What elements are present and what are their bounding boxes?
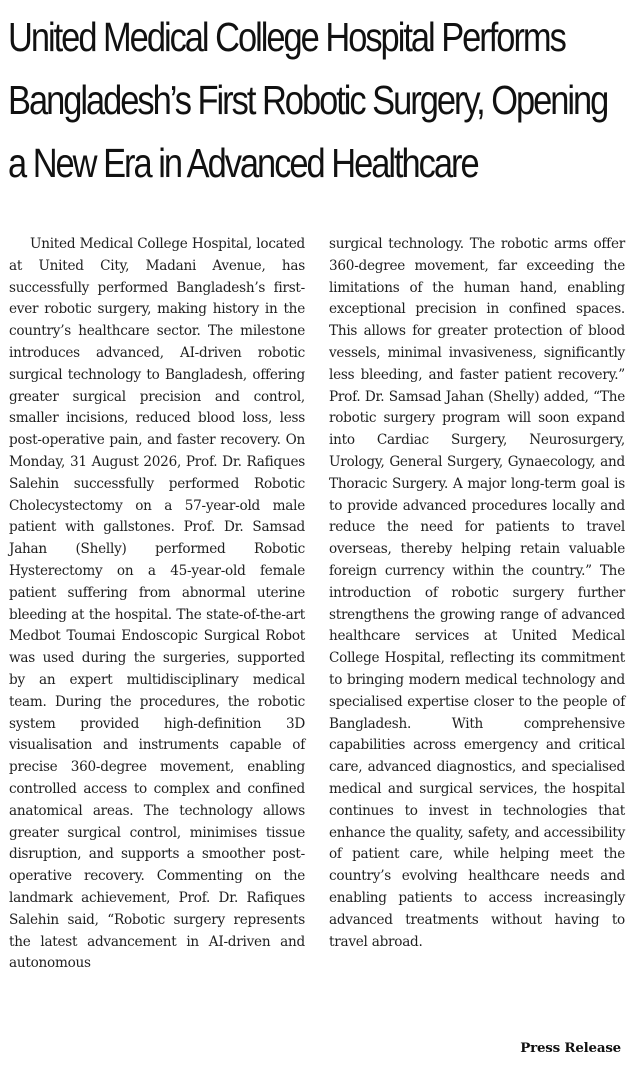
body-column-right xyxy=(329,234,625,975)
headline-line-2: Bangladesh’s First Robotic Surgery, Opening xyxy=(8,77,608,123)
headline-line-1: United Medical College Hospital Performs xyxy=(8,14,565,60)
article-headline xyxy=(8,6,608,195)
body-paragraph-left: United Medical College Hospital, located at United City, Madani Avenue, has successfully performed Bangladesh’s first-ever robotic surgery, making history in the country’s healthcare sector. The milestone introduces advanced, AI-driven robotic surgical technology to Bangladesh, offering greater surgical precision and control, smaller incisions, reduced blood loss, less post-operative pain, and faster recovery. On Monday, 31 August 2026, Prof. Dr. Rafiques Salehin successfully performed Robotic Cholecystectomy on a 57-year-old male patient with gallstones. Prof. Dr. Samsad Jahan (Shelly) performed Robotic Hysterectomy on a 45-year-old female patient suffering from abnormal uterine bleeding at the hospital. The state-of-the-art Medbot Toumai Endoscopic Surgical Robot was used during the surgeries, supported by an expert multidisciplinary medical team. During the procedures, the robotic system provided high-definition 3D visualisation and instruments capable of precise 360-degree movement, enabling controlled access to complex and confined anatomical areas. The technology allows greater surgical control, minimises tissue disruption, and supports a smoother post-operative recovery. Commenting on the landmark achievement, Prof. Dr. Rafiques Salehin said, “Robotic surgery represents the latest advancement in AI-driven and autonomous xyxy=(9,236,305,972)
headline-line-3: a New Era in Advanced Healthcare xyxy=(8,140,478,186)
article-body xyxy=(9,234,625,975)
press-release-byline: Press Release xyxy=(520,1040,621,1056)
body-paragraph-right: surgical technology. The robotic arms offer 360-degree movement, far exceeding the limitations of the human hand, enabling exceptional precision in confined spaces. This allows for greater protection of blood vessels, minimal invasiveness, significantly less bleeding, and faster patient recovery.” Prof. Dr. Samsad Jahan (Shelly) added, “The robotic surgery program will soon expand into Cardiac Surgery, Neurosurgery, Urology, General Surgery, Gynaecology, and Thoracic Surgery. A major long-term goal is to provide advanced procedures locally and reduce the need for patients to travel overseas, thereby helping retain valuable foreign currency within the country.” The introduction of robotic surgery further strengthens the growing range of advanced healthcare services at United Medical College Hospital, reflecting its commitment to bringing modern medical technology and specialised expertise closer to the people of Bangladesh. With comprehensive capabilities across emergency and critical care, advanced diagnostics, and specialised medical and surgical services, the hospital continues to invest in technologies that enhance the quality, safety, and accessibility of patient care, while helping meet the country’s evolving healthcare needs and enabling patients to access increasingly advanced treatments without having to travel abroad. xyxy=(329,236,625,950)
body-column-left xyxy=(9,234,305,975)
